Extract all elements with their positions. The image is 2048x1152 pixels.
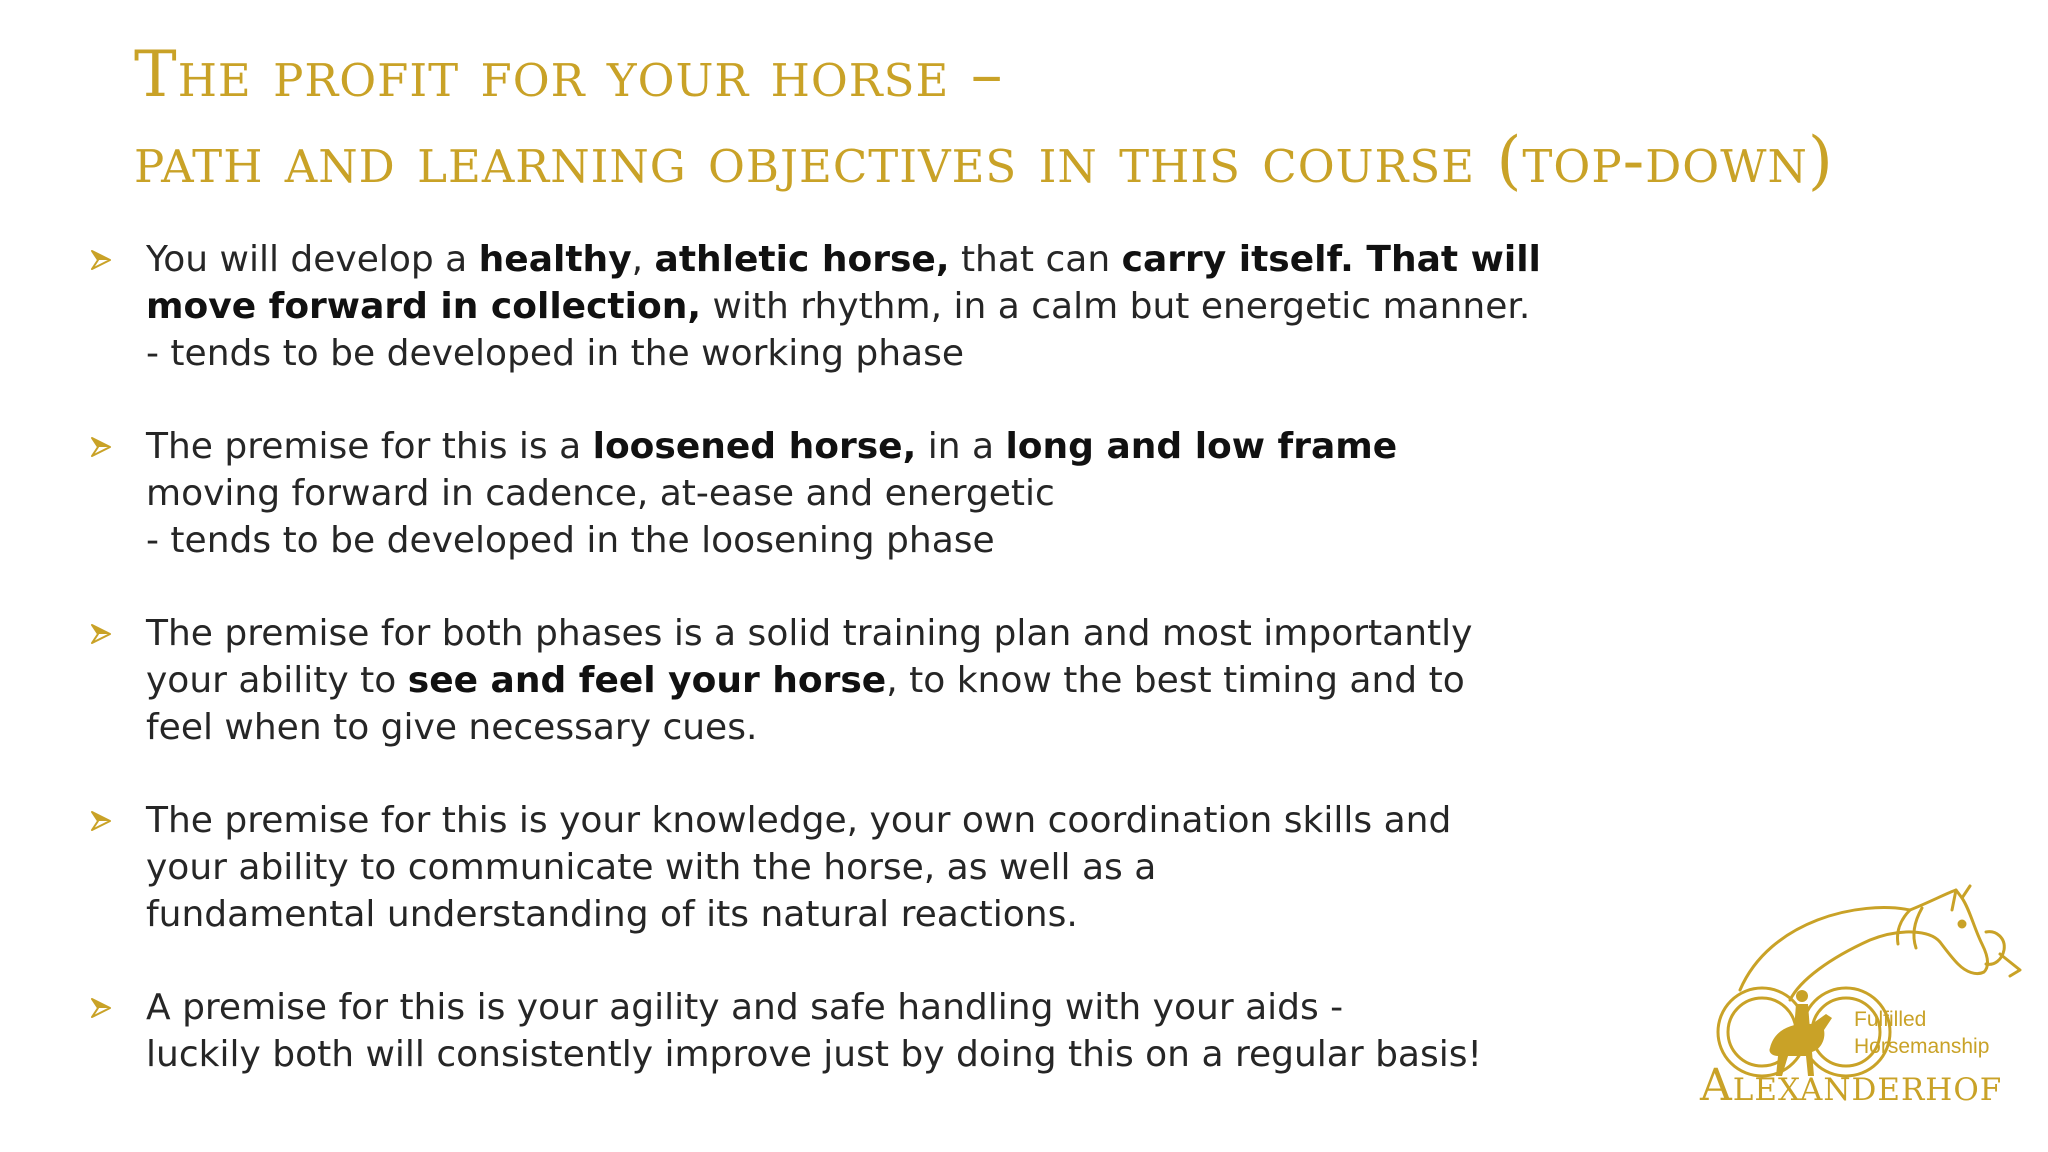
arrowhead-bullet-icon [90,623,112,645]
logo-brand-name: Alexanderhof [1700,1060,2003,1111]
bullet-line [146,984,1490,1031]
bullet-item [90,797,1490,938]
text: A premise for this is your agility and safe handling with your aids - [146,987,1344,1028]
bullet-item [90,610,1490,751]
title-line-1: The profit for your horse – [134,38,1004,112]
logo-tagline-line-1: Fulfilled [1854,1008,1927,1031]
bullet-line [146,704,1490,751]
text: , to know the best timing and to [886,660,1465,701]
slide-title [134,32,1834,204]
bullet-list [90,236,1541,1124]
logo-tagline-line-2: Horsemanship [1854,1035,1990,1058]
bullet-line [146,423,1490,470]
bold-text: healthy [478,239,632,280]
text: - tends to be developed in the working phase [146,333,965,374]
text: fundamental understanding of its natural reactions. [146,894,1078,935]
bold-text: long and low frame [1005,426,1398,467]
bullet-item [90,423,1490,564]
bold-text: move forward in collection, [146,286,702,327]
bold-text: see and feel your horse [407,660,887,701]
text: , [631,239,655,280]
logo-tagline [1854,1006,1989,1060]
bold-text: athletic horse, [654,239,950,280]
bullet-line [146,610,1490,657]
text: your ability to communicate with the horse, as well as a [146,847,1157,888]
text: The premise for this is a [146,426,593,467]
bullet-line [146,657,1490,704]
bullet-item [90,984,1490,1078]
text: - tends to be developed in the loosening phase [146,520,995,561]
text: feel when to give necessary cues. [146,707,758,748]
bullet-line [146,470,1490,517]
bullet-line [146,517,1490,564]
text: moving forward in cadence, at-ease and energetic [146,473,1055,514]
text: luckily both will consistently improve just by doing this on a regular basis! [146,1034,1482,1075]
title-line-2: path and learning objectives in this course (top-down) [134,124,1834,198]
arrowhead-bullet-icon [90,810,112,832]
text: your ability to [146,660,408,701]
text: You will develop a [146,239,479,280]
bullet-line [146,236,1541,283]
bullet-line [146,797,1490,844]
bullet-line [146,1031,1490,1078]
bullet-item [90,236,1541,377]
bullet-line [146,891,1490,938]
bullet-line [146,283,1531,330]
text: in a [916,426,1006,467]
bullet-line [146,844,1490,891]
text: The premise for this is your knowledge, your own coordination skills and [146,800,1452,841]
bullet-line [146,330,1490,377]
text: that can [949,239,1122,280]
arrowhead-bullet-icon [90,997,112,1019]
arrowhead-bullet-icon [90,436,112,458]
text: with rhythm, in a calm but energetic manner. [701,286,1531,327]
text: The premise for both phases is a solid training plan and most importantly [146,613,1473,654]
bold-text: loosened horse, [592,426,917,467]
arrowhead-bullet-icon [90,249,112,271]
bold-text: carry itself. That will [1121,239,1541,280]
